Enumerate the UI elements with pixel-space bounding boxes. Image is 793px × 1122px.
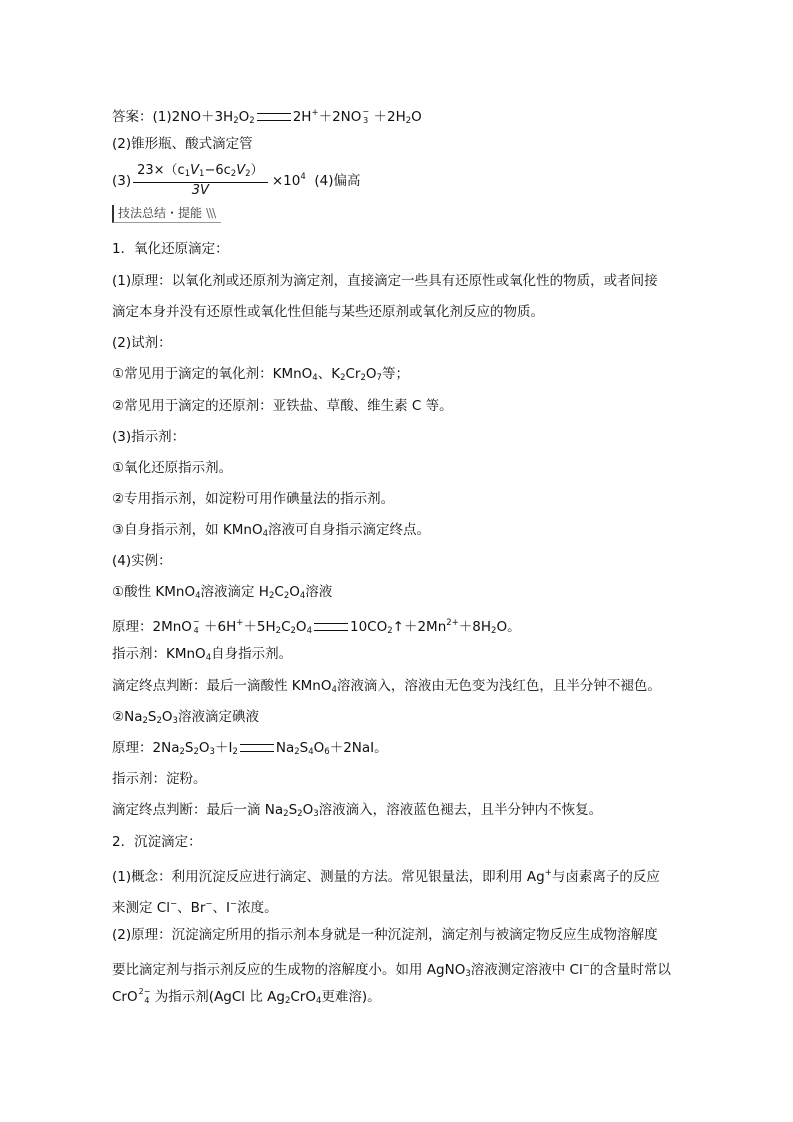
- ex2-title-b: S: [147, 709, 157, 725]
- ex2-eq-b-sub: 2: [193, 747, 199, 757]
- ex2-eq-a: 2Na: [152, 740, 180, 756]
- ex1-end-a: 滴定终点判断：最后一滴酸性 KMnO: [112, 678, 332, 694]
- principle-2b-sup: −: [582, 961, 590, 971]
- indicator-3a: ③自身指示剂，如 KMnO: [112, 522, 263, 538]
- s1-ex2-title: [112, 708, 692, 730]
- answer-line-3: [112, 160, 692, 198]
- principle-3a: CrO: [112, 989, 138, 1005]
- q1-lhs-b: 3H: [214, 109, 234, 125]
- q3-num-b: V: [190, 163, 200, 178]
- q3-num-d: V: [236, 163, 246, 178]
- q1-prefix: (1): [152, 109, 172, 125]
- reagent-1a: ①常见用于滴定的氧化剂：KMnO: [112, 366, 313, 382]
- principle-3b-sub: 2: [284, 996, 291, 1006]
- ex1-eq-d: 10CO: [349, 619, 388, 635]
- s1-ex1-indicator: [112, 645, 692, 667]
- concept-2b-sup: −: [205, 899, 213, 909]
- concept-2a: 来测定 Cl: [112, 900, 170, 916]
- s1-indicator-3: [112, 521, 692, 543]
- concept-2c: 、I: [212, 900, 231, 916]
- concept-1a: (1)概念：利用沉淀反应进行滴定、测量的方法。常见银量法，即利用 Ag: [112, 869, 545, 885]
- ex2-title-b-sub: 2: [156, 716, 162, 726]
- ex2-eq-f-sub: 4: [308, 747, 314, 757]
- s1-ex2-principle: [112, 739, 692, 761]
- principle-3c-sub: 4: [315, 996, 322, 1006]
- ex2-eq-b: S: [184, 740, 194, 756]
- ex2-eq-e-sub: 2: [294, 747, 300, 757]
- ex1-eq-c-sub3: 4: [306, 626, 312, 636]
- ex1-eq-c-sub1: 2: [275, 626, 282, 636]
- ex2-eq-f: S: [299, 740, 309, 756]
- ex2-principle-label: 原理：: [112, 740, 153, 756]
- principle-2a: 要比滴定剂与指示剂反应的生成物的溶解度小。如用 AgNO: [112, 962, 466, 978]
- reagent-1b: 、K: [317, 366, 341, 382]
- ex1-eq-d-sub: 2: [387, 626, 393, 636]
- q1-rhs-b-sub: 3: [363, 116, 369, 125]
- ex1-eq-f-sub: 2: [491, 626, 497, 636]
- principle-3a-sub: 4: [144, 996, 150, 1005]
- q1-rhs-b-sup: −: [362, 107, 370, 116]
- s1-principle-1: (1)原理：以氧化剂或还原剂为滴定剂，直接滴定一些具有还原性或氧化性的物质，或者间接: [112, 273, 658, 289]
- principle-2a-sub: 3: [465, 969, 471, 979]
- ex1-title-d-sub: 4: [299, 591, 306, 601]
- s1-principle-2: 滴定本身并没有还原性或氧化性但能与某些还原剂或氧化剂反应的物质。: [112, 304, 544, 320]
- ex1-title-e: 溶液: [305, 584, 333, 600]
- s1-title: 1．氧化还原滴定：: [112, 241, 229, 257]
- ex1-eq-e: ↑＋2Mn: [392, 619, 447, 635]
- s1-ex1-title: [112, 583, 692, 605]
- ex2-title-c: O: [161, 709, 173, 725]
- q1-lhs-b-tail-sub: 2: [249, 116, 255, 126]
- ex1-eq-b-sup: +: [236, 618, 244, 628]
- ex1-eq-c2: C: [281, 619, 291, 635]
- q3-num-a: 23×（c: [137, 163, 185, 178]
- q3-exp: 4: [300, 172, 306, 182]
- ex1-eq-c3: O: [295, 619, 307, 635]
- answer-label: 答案：: [112, 109, 153, 125]
- ex2-end-d: 溶液滴入，溶液蓝色褪去，且半分钟内不恢复。: [318, 802, 603, 818]
- ex2-eq-g: O: [313, 740, 325, 756]
- q3-numerator: [133, 163, 267, 183]
- answer-line-2: (2)锥形瓶、酸式滴定管: [112, 136, 253, 152]
- ex2-eq-h: ＋2NaI。: [329, 740, 388, 756]
- section-tag-slashes-icon: \\\: [206, 206, 216, 220]
- ex2-eq-c: O: [198, 740, 210, 756]
- principle-2c: 的含量时常以: [589, 962, 671, 978]
- ex1-title-d: O: [289, 584, 300, 600]
- ex2-title-d: 溶液滴定碘液: [177, 709, 259, 725]
- q1-rhs-a: 2H: [292, 109, 312, 125]
- reagent-1a-sub: 4: [312, 373, 318, 383]
- q3-num-b-sub: 1: [199, 169, 205, 179]
- q3-prefix: (3): [112, 173, 132, 189]
- q1-rhs-c-tail: O: [411, 109, 422, 125]
- ex1-principle-label: 原理：: [112, 619, 153, 635]
- ex1-title-b-sub: 2: [268, 591, 275, 601]
- reagent-1e: 等；: [381, 366, 409, 382]
- q1-rhs-a-sup: +: [311, 108, 319, 118]
- equals-sign: [257, 113, 291, 121]
- ex1-eq-b: ＋6H: [204, 619, 237, 635]
- s1-example-title: (4)实例：: [112, 553, 172, 569]
- indicator-3b: 溶液可自身指示滴定终点。: [268, 522, 430, 538]
- s1-reagent-2: ②常见用于滴定的还原剂：亚铁盐、草酸、维生素 C 等。: [112, 398, 453, 414]
- reagent-1d-sub: 7: [376, 373, 382, 383]
- q3-num-e: ）: [250, 163, 264, 178]
- reagent-1c: Cr: [345, 366, 361, 382]
- concept-1b: 与卤素离子的反应: [551, 869, 660, 885]
- ex2-end-b-sub: 2: [297, 809, 303, 819]
- concept-2c-sup: −: [230, 899, 238, 909]
- concept-2a-sup: −: [169, 899, 178, 909]
- principle-2b: 溶液测定溶液中 Cl: [470, 962, 583, 978]
- ex2-end-c-sub: 3: [313, 809, 319, 819]
- ex2-title-a-sub: 2: [142, 716, 148, 726]
- ex2-eq-d: ＋I: [214, 740, 233, 756]
- q1-rhs-c: 2H: [386, 109, 406, 125]
- s1-ex2-indicator: 指示剂：淀粉。: [112, 771, 207, 787]
- ex2-title-a: ②Na: [112, 709, 143, 725]
- ex2-title-c-sub: 3: [172, 716, 178, 726]
- concept-2b: 、Br: [177, 900, 206, 916]
- s1-ex1-principle: [112, 614, 692, 640]
- principle-3a-charge: [138, 987, 151, 1005]
- ex1-eq-a-sub: 4: [193, 626, 199, 635]
- s1-ex1-endpoint: [112, 677, 692, 699]
- ex2-end-a-sub: 2: [283, 809, 289, 819]
- ex2-end-b: S: [288, 802, 298, 818]
- principle-3b: 为指示剂(AgCl 比 Ag: [154, 989, 285, 1005]
- reagent-1d: O: [365, 366, 377, 382]
- ex1-end-a-sub: 4: [331, 685, 337, 695]
- equals-sign: [314, 623, 348, 631]
- principle-3c: CrO: [290, 989, 316, 1005]
- reagent-1c-sub: 2: [360, 373, 366, 383]
- section-tag-text: 技法总结・提能: [118, 206, 203, 220]
- ex2-eq-c-sub: 3: [209, 747, 215, 757]
- s1-reagent-title: (2)试剂：: [112, 335, 172, 351]
- s1-indicator-title: (3)指示剂：: [112, 429, 186, 445]
- ex1-eq-a: 2MnO: [152, 619, 192, 635]
- ex1-eq-c-sub2: 2: [290, 626, 296, 636]
- ex1-eq-c: ＋5H: [243, 619, 276, 635]
- ex1-title-a-sub: 4: [195, 591, 201, 601]
- q3-denominator: 3V: [191, 183, 209, 198]
- principle-3d: 更难溶)。: [321, 989, 381, 1005]
- reagent-1b-sub: 2: [340, 373, 346, 383]
- q3-num-a-sub: 1: [184, 169, 191, 179]
- ex1-indicator-a: 指示剂：KMnO: [112, 646, 206, 662]
- ex1-indicator-a-sub: 4: [205, 653, 212, 663]
- s1-ex2-endpoint: [112, 801, 692, 823]
- q3-num-d-sub: 2: [245, 169, 251, 179]
- principle-3a-sup: 2−: [138, 987, 151, 996]
- ex1-eq-g: O。: [496, 619, 521, 635]
- ex1-indicator-b: 自身指示剂。: [211, 646, 293, 662]
- section-tag: [112, 205, 221, 223]
- ex1-eq-e-sup: 2+: [446, 618, 459, 628]
- s2-title: 2．沉淀滴定：: [112, 834, 202, 850]
- s2-principle-3: [112, 988, 692, 1010]
- s1-indicator-1: ①氧化还原指示剂。: [112, 460, 233, 476]
- ex2-eq-a-sub: 2: [179, 747, 185, 757]
- q1-rhs-c-sub: 2: [405, 116, 412, 126]
- ex1-end-b: 溶液滴入，溶液由无色变为浅红色，且半分钟不褪色。: [336, 678, 661, 694]
- q1-lhs-a: 2NO: [171, 109, 201, 125]
- concept-2d: 浓度。: [237, 900, 278, 916]
- ex1-title-c: C: [274, 584, 284, 600]
- q1-lhs-b-sub: 2: [233, 116, 239, 126]
- s2-principle-2: [112, 957, 692, 983]
- ex1-eq-a-sup: −: [192, 617, 200, 626]
- ex1-title-b: 溶液滴定 H: [200, 584, 269, 600]
- q1-rhs-b-charge: [362, 107, 370, 125]
- q3-fraction: [133, 163, 267, 199]
- ex2-end-a: 滴定终点判断：最后一滴 Na: [112, 802, 284, 818]
- s1-indicator-2: ②专用指示剂，如淀粉可用作碘量法的指示剂。: [112, 491, 395, 507]
- s2-concept-2: [112, 895, 692, 917]
- q4-answer: (4)偏高: [314, 173, 361, 189]
- ex2-end-c: O: [302, 802, 314, 818]
- s2-principle-1: (2)原理：沉淀滴定所用的指示剂本身就是一种沉淀剂，滴定剂与被滴定物反应生成物溶解度: [112, 927, 658, 943]
- ex2-eq-g-sub: 6: [324, 747, 330, 757]
- q1-rhs-b: 2NO: [332, 109, 362, 125]
- s2-concept-1: [112, 864, 692, 886]
- ex1-eq-a-charge: [192, 617, 200, 635]
- ex1-title-a: ①酸性 KMnO: [112, 584, 196, 600]
- ex2-eq-e: Na: [275, 740, 295, 756]
- q3-num-c: −6c: [204, 163, 231, 178]
- ex2-eq-d-sub: 2: [232, 747, 238, 757]
- ex1-eq-f: ＋8H: [458, 619, 492, 635]
- concept-1a-sup: +: [544, 868, 552, 878]
- q3-num-c-sub: 2: [230, 169, 237, 179]
- ex1-title-c-sub: 2: [283, 591, 290, 601]
- equals-sign: [240, 744, 274, 752]
- indicator-3a-sub: 4: [262, 529, 268, 539]
- s1-reagent-1: [112, 365, 692, 387]
- answer-line-1: 答案：$(1)2NO+3H_2O_2$ $2H^++2NO-3 +2H_2O$: [112, 107, 422, 126]
- q3-times: ×10: [271, 173, 301, 189]
- q1-lhs-b-tail: O: [238, 109, 250, 125]
